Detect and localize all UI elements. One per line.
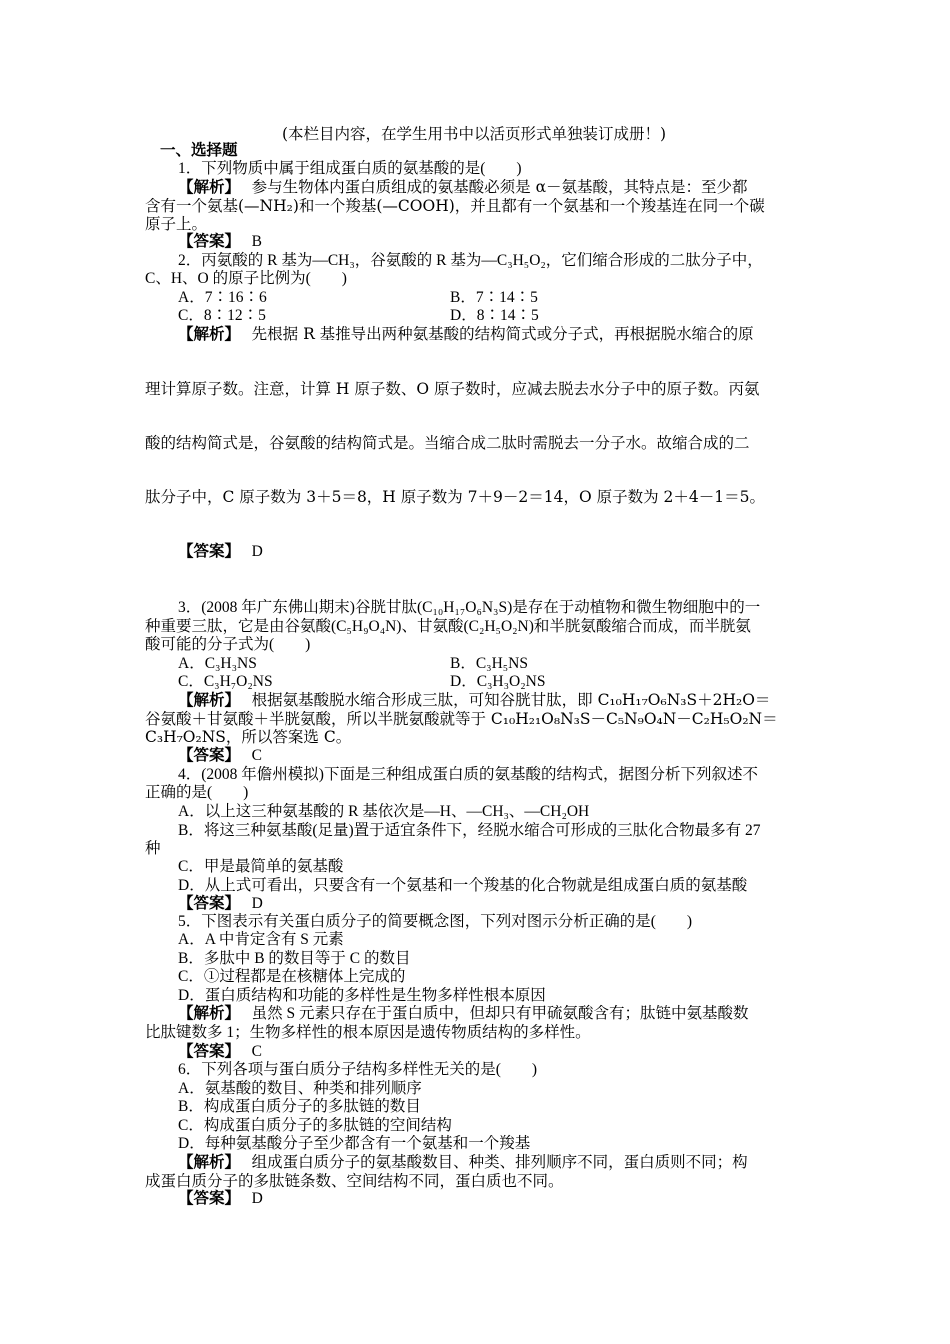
q3-answer: 【答案】 C [178, 747, 262, 764]
q4-option-b-line-2: 种 [145, 840, 161, 857]
q5-option-a: A．A 中肯定含有 S 元素 [178, 931, 344, 948]
q2-option-a: A．7∶16∶6 [178, 289, 267, 306]
q2-analysis-line-1: 【解析】 先根据 R 基推导出两种氨基酸的结构简式或分子式，再根据脱水缩合的原 [178, 325, 754, 343]
q6-analysis-line-2: 成蛋白质分子的多肽链条数、空间结构不同，蛋白质也不同。 [145, 1172, 564, 1190]
answer-tag: 【答案】 [178, 233, 241, 250]
section-title: 一、选择题 [160, 142, 238, 159]
q4-stem-line-1: 4．(2008 年儋州模拟)下面是三种组成蛋白质的氨基酸的结构式，据图分析下列叙述不 [178, 766, 758, 783]
answer-tag: 【答案】 [178, 1190, 241, 1207]
q5-option-c: C．①过程都是在核糖体上完成的 [178, 968, 406, 985]
q2-stem-line-1: 2．丙氨酸的 R 基为—CH₃，谷氨酸的 R 基为—C₃H₅O₂，它们缩合形成的二肽分子中， [178, 252, 763, 269]
q2-answer: 【答案】 D [178, 543, 263, 560]
analysis-tag: 【解析】 [178, 326, 241, 343]
q1-analysis-line-3: 原子上。 [145, 215, 208, 233]
q3-stem-line-1: 3．(2008 年广东佛山期末)谷胱甘肽(C₁₀H₁₇O₆N₃S)是存在于动植物和微生物细胞中的一 [178, 599, 761, 616]
q5-option-d: D．蛋白质结构和功能的多样性是生物多样性根本原因 [178, 987, 546, 1004]
q2-option-c: C．8∶12∶5 [178, 307, 266, 324]
q3-option-d: D．C₃H₃O₂NS [450, 673, 546, 690]
q2-analysis-line-4: 肽分子中，C 原子数为 3＋5＝8，H 原子数为 7＋9－2＝14，O 原子数为 2＋4－1＝5。 [145, 488, 765, 506]
analysis-tag: 【解析】 [178, 1005, 241, 1022]
q2-option-d: D．8∶14∶5 [450, 307, 539, 324]
q6-answer: 【答案】 D [178, 1190, 263, 1207]
q1-analysis-line-2: 含有一个氨基(—NH₂)和一个羧基(—COOH)，并且都有一个氨基和一个羧基连在同一个碳 [145, 197, 765, 215]
answer-tag: 【答案】 [178, 895, 241, 912]
q1-analysis-line-1: 【解析】 参与生物体内蛋白质组成的氨基酸必须是 α－氨基酸，其特点是：至少都 [178, 178, 748, 196]
answer-tag: 【答案】 [178, 1043, 241, 1060]
q2-analysis-line-3: 酸的结构简式是，谷氨酸的结构简式是。当缩合成二肽时需脱去一分子水。故缩合成的二 [145, 434, 750, 452]
q5-option-b: B．多肽中 B 的数目等于 C 的数目 [178, 950, 411, 967]
q3-option-a: A．C₃H₃NS [178, 655, 257, 672]
q4-answer: 【答案】 D [178, 895, 263, 912]
q6-stem: 6．下列各项与蛋白质分子结构多样性无关的是( ) [178, 1061, 538, 1078]
q5-stem: 5．下图表示有关蛋白质分子的简要概念图，下列对图示分析正确的是( ) [178, 913, 693, 930]
q6-option-a: A．氨基酸的数目、种类和排列顺序 [178, 1080, 422, 1097]
q3-analysis-line-2: 谷氨酸＋甘氨酸＋半胱氨酸，所以半胱氨酸就等于 C₁₀H₂₁O₈N₃S－C₅N₉O₄N－C₂H₅O₂N＝ [145, 710, 778, 728]
q3-option-b: B．C₃H₅NS [450, 655, 528, 672]
q6-option-b: B．构成蛋白质分子的多肽链的数目 [178, 1098, 421, 1115]
q2-option-b: B．7∶14∶5 [450, 289, 538, 306]
q5-analysis-line-1: 【解析】 虽然 S 元素只存在于蛋白质中，但却只有甲硫氨酸含有；肽链中氨基酸数 [178, 1005, 749, 1022]
q4-option-d: D．从上式可看出，只要含有一个氨基和一个羧基的化合物就是组成蛋白质的氨基酸 [178, 877, 748, 894]
q5-analysis-line-2: 比肽键数多 1；生物多样性的根本原因是遗传物质结构的多样性。 [145, 1024, 591, 1041]
q3-option-c: C．C₃H₇O₂NS [178, 673, 273, 690]
q5-answer: 【答案】 C [178, 1043, 262, 1060]
q4-stem-line-2: 正确的是( ) [145, 784, 249, 801]
q2-stem-line-2: C、H、O 的原子比例为( ) [145, 270, 347, 287]
analysis-tag: 【解析】 [178, 179, 241, 196]
q2-analysis-line-2: 理计算原子数。注意，计算 H 原子数、O 原子数时，应减去脱去水分子中的原子数。丙氨 [145, 380, 760, 398]
q1-answer: 【答案】 B [178, 233, 262, 250]
q6-option-d: D．每种氨基酸分子至少都含有一个氨基和一个羧基 [178, 1135, 531, 1152]
q4-option-c: C．甲是最简单的氨基酸 [178, 858, 344, 875]
header-note: (本栏目内容，在学生用书中以活页形式单独装订成册！) [282, 125, 667, 143]
q4-option-b-line-1: B．将这三种氨基酸(足量)置于适宜条件下，经脱水缩合可形成的三肽化合物最多有 27 [178, 822, 761, 839]
q3-stem-line-2: 种重要三肽，它是由谷氨酸(C₅H₉O₄N)、甘氨酸(C₂H₅O₂N)和半胱氨酸缩合而成，而半胱氨 [145, 618, 751, 635]
analysis-tag: 【解析】 [178, 692, 241, 709]
answer-tag: 【答案】 [178, 543, 241, 560]
q3-stem-line-3: 酸可能的分子式为( ) [145, 636, 311, 653]
q6-option-c: C．构成蛋白质分子的多肽链的空间结构 [178, 1117, 452, 1134]
q4-option-a: A．以上这三种氨基酸的 R 基依次是—H、—CH₃、—CH₂OH [178, 803, 590, 820]
q1-stem: 1．下列物质中属于组成蛋白质的氨基酸的是( ) [178, 160, 522, 177]
answer-tag: 【答案】 [178, 747, 241, 764]
q3-analysis-line-1: 【解析】 根据氨基酸脱水缩合形成三肽，可知谷胱甘肽，即 C₁₀H₁₇O₆N₃S＋2H₂O＝ [178, 691, 771, 709]
q3-analysis-line-3: C₃H₇O₂NS，所以答案选 C。 [145, 728, 352, 746]
q6-analysis-line-1: 【解析】 组成蛋白质分子的氨基酸数目、种类、排列顺序不同，蛋白质则不同；构 [178, 1153, 748, 1171]
analysis-tag: 【解析】 [178, 1154, 241, 1171]
